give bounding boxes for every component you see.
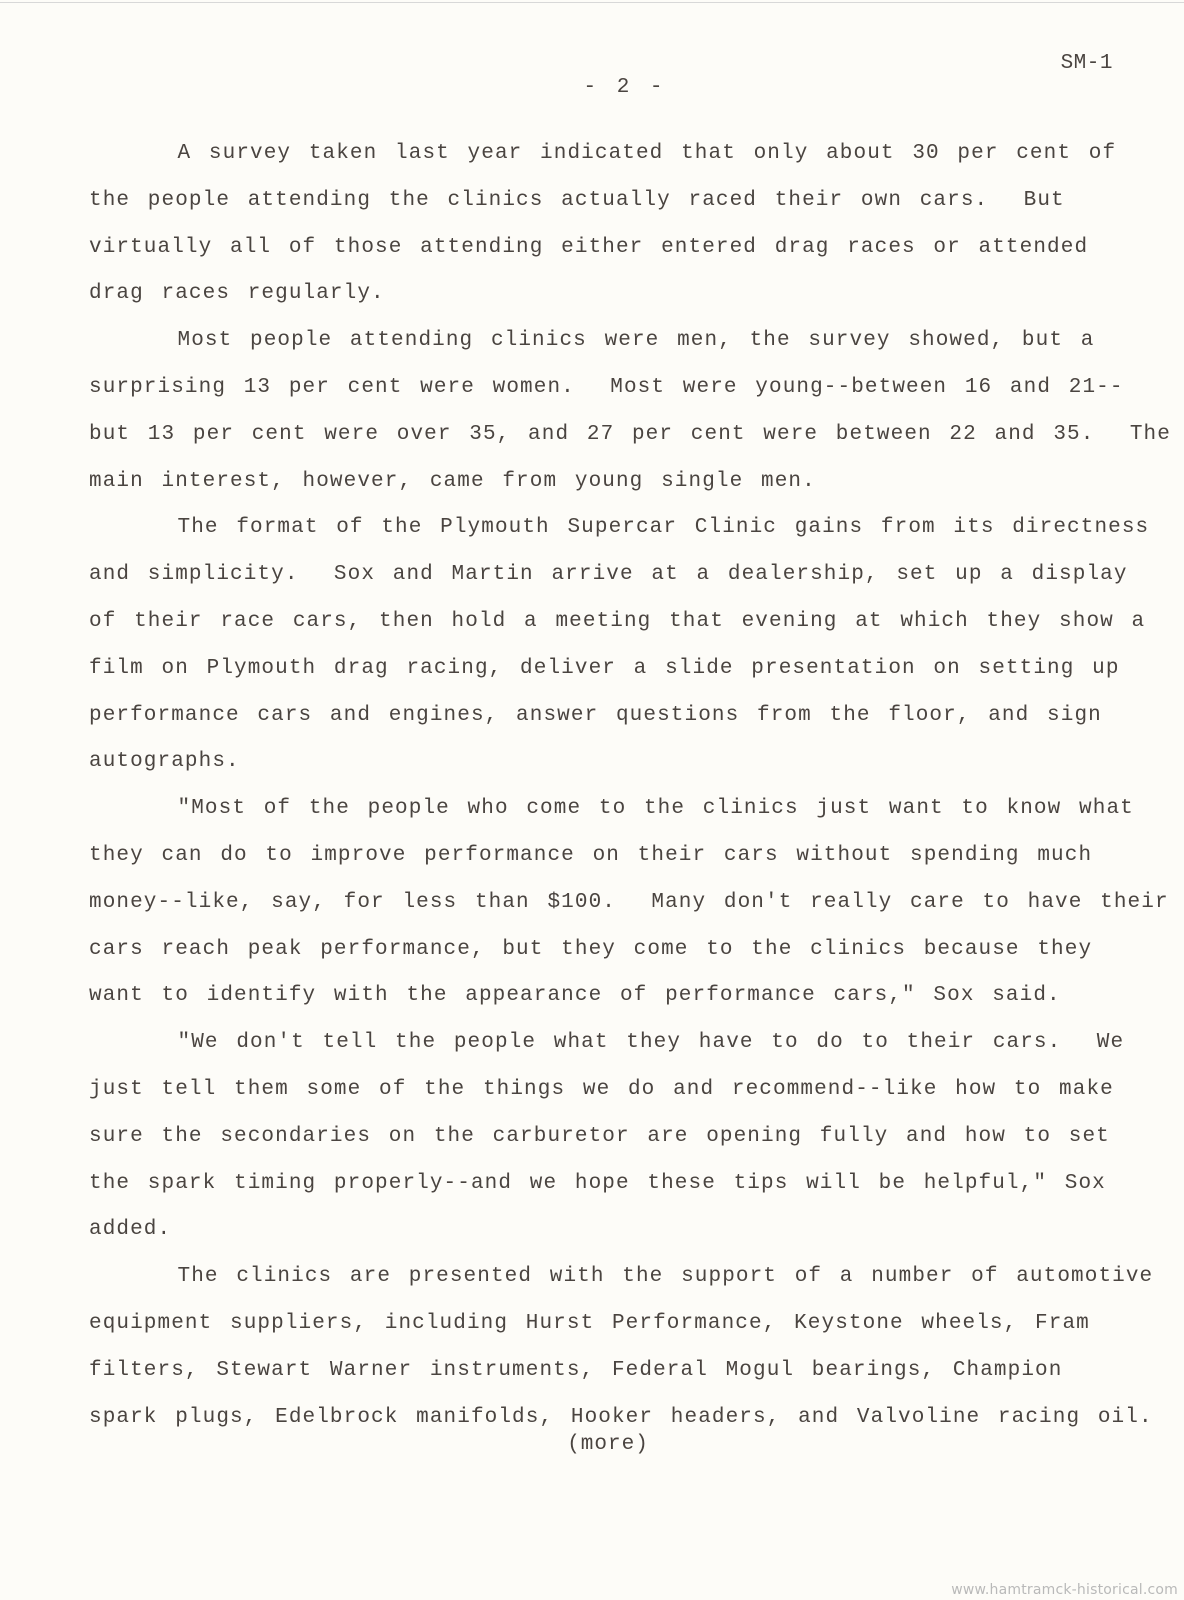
text-line: virtually all of those attending either entered drag races or attended — [89, 235, 1089, 259]
text-line: want to identify with the appearance of performance cars," Sox said. — [89, 984, 1061, 1008]
site-watermark: www.hamtramck-historical.com — [951, 1582, 1178, 1598]
text-line: they can do to improve performance on their cars without spending much — [89, 843, 1093, 867]
document-code: SM-1 — [1060, 52, 1113, 75]
text-line: surprising 13 per cent were women. Most were young--between 16 and 21-- — [89, 375, 1124, 399]
text-line: and simplicity. Sox and Martin arrive at a dealership, set up a display — [89, 563, 1128, 587]
text-line: "We don't tell the people what they have to do to their cars. We — [89, 1031, 1125, 1055]
text-line: The clinics are presented with the support of a number of automotive — [89, 1265, 1154, 1289]
text-line: film on Plymouth drag racing, deliver a slide presentation on setting up — [89, 656, 1120, 680]
top-edge-rule — [0, 2, 1184, 3]
text-line: added. — [89, 1218, 172, 1242]
text-line: drag races regularly. — [89, 282, 385, 306]
text-line: money--like, say, for less than $100. Many don't really care to have their — [89, 890, 1169, 914]
text-line: The format of the Plymouth Supercar Clinic gains from its directness — [89, 516, 1150, 540]
text-line: autographs. — [89, 750, 240, 774]
text-line: cars reach peak performance, but they come to the clinics because they — [89, 937, 1093, 961]
text-line: sure the secondaries on the carburetor are opening fully and how to set — [89, 1124, 1110, 1148]
text-line: performance cars and engines, answer questions from the floor, and sign — [89, 703, 1102, 727]
body-text — [89, 131, 1171, 1441]
text-line: A survey taken last year indicated that only about 30 per cent of — [89, 142, 1117, 165]
text-line: Most people attending clinics were men, the survey showed, but a — [89, 329, 1095, 353]
page-number: - 2 - — [583, 76, 667, 99]
more-indicator: (more) — [567, 1433, 649, 1456]
text-line: equipment suppliers, including Hurst Performance, Keystone wheels, Fram — [89, 1311, 1090, 1335]
text-line: main interest, however, came from young single men. — [89, 469, 816, 493]
text-line: spark plugs, Edelbrock manifolds, Hooker headers, and Valvoline racing oil. — [89, 1405, 1153, 1429]
text-line: but 13 per cent were over 35, and 27 per cent were between 22 and 35. The — [89, 422, 1171, 446]
text-line: filters, Stewart Warner instruments, Federal Mogul bearings, Champion — [89, 1358, 1063, 1382]
text-line: the spark timing properly--and we hope these tips will be helpful," Sox — [89, 1171, 1106, 1195]
text-line: of their race cars, then hold a meeting that evening at which they show a — [89, 609, 1146, 633]
text-line: "Most of the people who come to the clinics just want to know what — [89, 797, 1134, 821]
text-line: just tell them some of the things we do and recommend--like how to make — [89, 1077, 1114, 1101]
text-line: the people attending the clinics actually raced their own cars. But — [89, 188, 1065, 212]
